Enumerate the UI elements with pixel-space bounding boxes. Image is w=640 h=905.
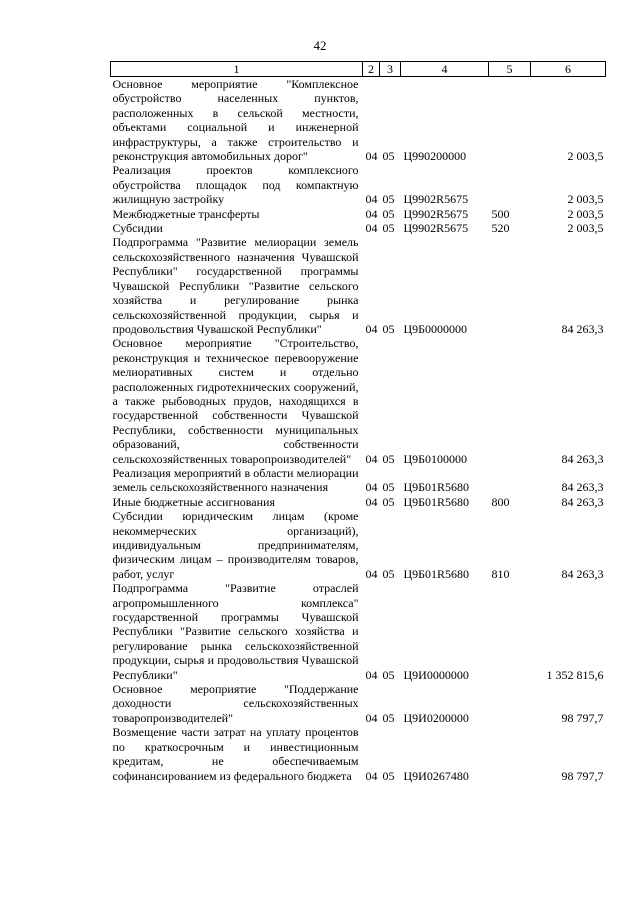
expense-type [489, 235, 531, 336]
expense-type [489, 163, 531, 206]
item-name: Подпрограмма "Развитие мелиорации земель сельскохозяйственного назначения Чувашской Республики" государственной программы Чувашской Республики "Развитие сельского хозяйства и регулирование рынка сельскохозяйственной продукции, сырья и продовольствия Чувашской Республики" [112, 235, 359, 336]
subsection-code: 05 [382, 451, 395, 466]
amount: 84 263,3 [561, 566, 604, 581]
table-row [111, 207, 606, 221]
item-name: Иные бюджетные ассигнования [112, 494, 275, 509]
table-row [111, 336, 606, 466]
section-code: 04 [365, 566, 378, 581]
header-col-5: 5 [489, 62, 531, 77]
section-code: 04 [365, 192, 378, 207]
expense-type: 520 [491, 221, 510, 236]
amount: 2 003,5 [567, 206, 604, 221]
header-col-4: 4 [401, 62, 489, 77]
expense-type [489, 77, 531, 164]
amount: 2 003,5 [567, 221, 604, 236]
expense-type: 800 [491, 494, 510, 509]
expense-type: 500 [491, 206, 510, 221]
section-code: 04 [365, 710, 378, 725]
item-name: Возмещение части затрат на уплату процентов по краткосрочным и инвестиционным кредитам, не обеспечиваемым софинансированием из федерального бюджета [112, 725, 359, 783]
header-col-2: 2 [363, 62, 380, 77]
amount: 98 797,7 [561, 768, 604, 783]
target-article: Ц9Б0000000 [403, 321, 468, 336]
amount: 1 352 815,6 [546, 667, 604, 682]
target-article: Ц9Б01R5680 [403, 494, 470, 509]
item-name: Субсидии [112, 221, 163, 236]
section-code: 04 [365, 667, 378, 682]
section-code: 04 [365, 149, 378, 164]
target-article: Ц9902R5675 [403, 192, 469, 207]
subsection-code: 05 [382, 321, 395, 336]
subsection-code: 05 [382, 710, 395, 725]
amount: 84 263,3 [561, 321, 604, 336]
subsection-code: 05 [382, 149, 395, 164]
amount: 98 797,7 [561, 710, 604, 725]
section-code: 04 [365, 221, 378, 236]
subsection-code: 05 [382, 480, 395, 495]
table-row [111, 163, 606, 206]
subsection-code: 05 [382, 768, 395, 783]
item-name: Основное мероприятие "Комплексное обустройство населенных пунктов, расположенных в сельской местности, объектами социальной и инженерной инфраструктуры, а также строительство и реконструкция автомобильных дорог" [112, 77, 359, 164]
subsection-code: 05 [382, 566, 395, 581]
section-code: 04 [365, 494, 378, 509]
header-col-6: 6 [531, 62, 606, 77]
subsection-code: 05 [382, 667, 395, 682]
header-col-1: 1 [111, 62, 363, 77]
budget-table [110, 61, 606, 783]
section-code: 04 [365, 206, 378, 221]
table-row [111, 682, 606, 725]
table-row [111, 495, 606, 509]
target-article: Ц9И0000000 [403, 667, 469, 682]
target-article: Ц9902R5675 [403, 221, 469, 236]
target-article: Ц990200000 [403, 149, 467, 164]
amount: 84 263,3 [561, 480, 604, 495]
item-name: Основное мероприятие "Поддержание доходности сельскохозяйственных товаропроизводителей" [112, 682, 359, 725]
table-row [111, 509, 606, 581]
table-row [111, 725, 606, 783]
item-name: Субсидии юридическим лицам (кроме некоммерческих организаций), индивидуальным предпринимателям, физическим лицам – производителям товаров, работ, услуг [112, 509, 359, 581]
table-row [111, 235, 606, 336]
expense-type [489, 682, 531, 725]
target-article: Ц9Б0100000 [403, 451, 468, 466]
header-row [111, 62, 606, 77]
amount: 2 003,5 [567, 192, 604, 207]
expense-type [489, 466, 531, 495]
expense-type [489, 725, 531, 783]
target-article: Ц9Б01R5680 [403, 480, 470, 495]
table-body [111, 77, 606, 783]
target-article: Ц9И0267480 [403, 768, 469, 783]
item-name: Подпрограмма "Развитие отраслей агропромышленного комплекса" государственной программы Чувашской Республики "Развитие сельского хозяйства и регулирование рынка сельскохозяйственной продукции, сырья и продовольствия Чувашской Республики" [112, 581, 359, 682]
item-name: Реализация проектов комплексного обустройства площадок под компактную жилищную застройку [112, 163, 359, 207]
expense-type [489, 336, 531, 466]
subsection-code: 05 [382, 192, 395, 207]
section-code: 04 [365, 480, 378, 495]
table-row [111, 77, 606, 164]
table-row [111, 466, 606, 495]
table-row [111, 581, 606, 682]
expense-type [489, 581, 531, 682]
section-code: 04 [365, 451, 378, 466]
subsection-code: 05 [382, 206, 395, 221]
amount: 2 003,5 [567, 149, 604, 164]
target-article: Ц9И0200000 [403, 710, 469, 725]
item-name: Основное мероприятие "Строительство, реконструкция и техническое перевооружение мелиоративных систем и отдельно расположенных гидротехнических сооружений, а также рыбоводных прудов, находящихся в государственной собственности Чувашской Республики, собственности муниципальных образований, собственности сельскохозяйственных товаропроизводителей" [112, 336, 359, 466]
header-col-3: 3 [380, 62, 401, 77]
subsection-code: 05 [382, 221, 395, 236]
page-number: 42 [313, 38, 327, 53]
target-article: Ц9902R5675 [403, 206, 469, 221]
item-name: Межбюджетные трансферты [112, 206, 260, 221]
subsection-code: 05 [382, 494, 395, 509]
expense-type: 810 [491, 566, 510, 581]
amount: 84 263,3 [561, 494, 604, 509]
section-code: 04 [365, 768, 378, 783]
table-row [111, 221, 606, 235]
item-name: Реализация мероприятий в области мелиорации земель сельскохозяйственного назначения [112, 465, 359, 495]
section-code: 04 [365, 321, 378, 336]
amount: 84 263,3 [561, 451, 604, 466]
target-article: Ц9Б01R5680 [403, 566, 470, 581]
